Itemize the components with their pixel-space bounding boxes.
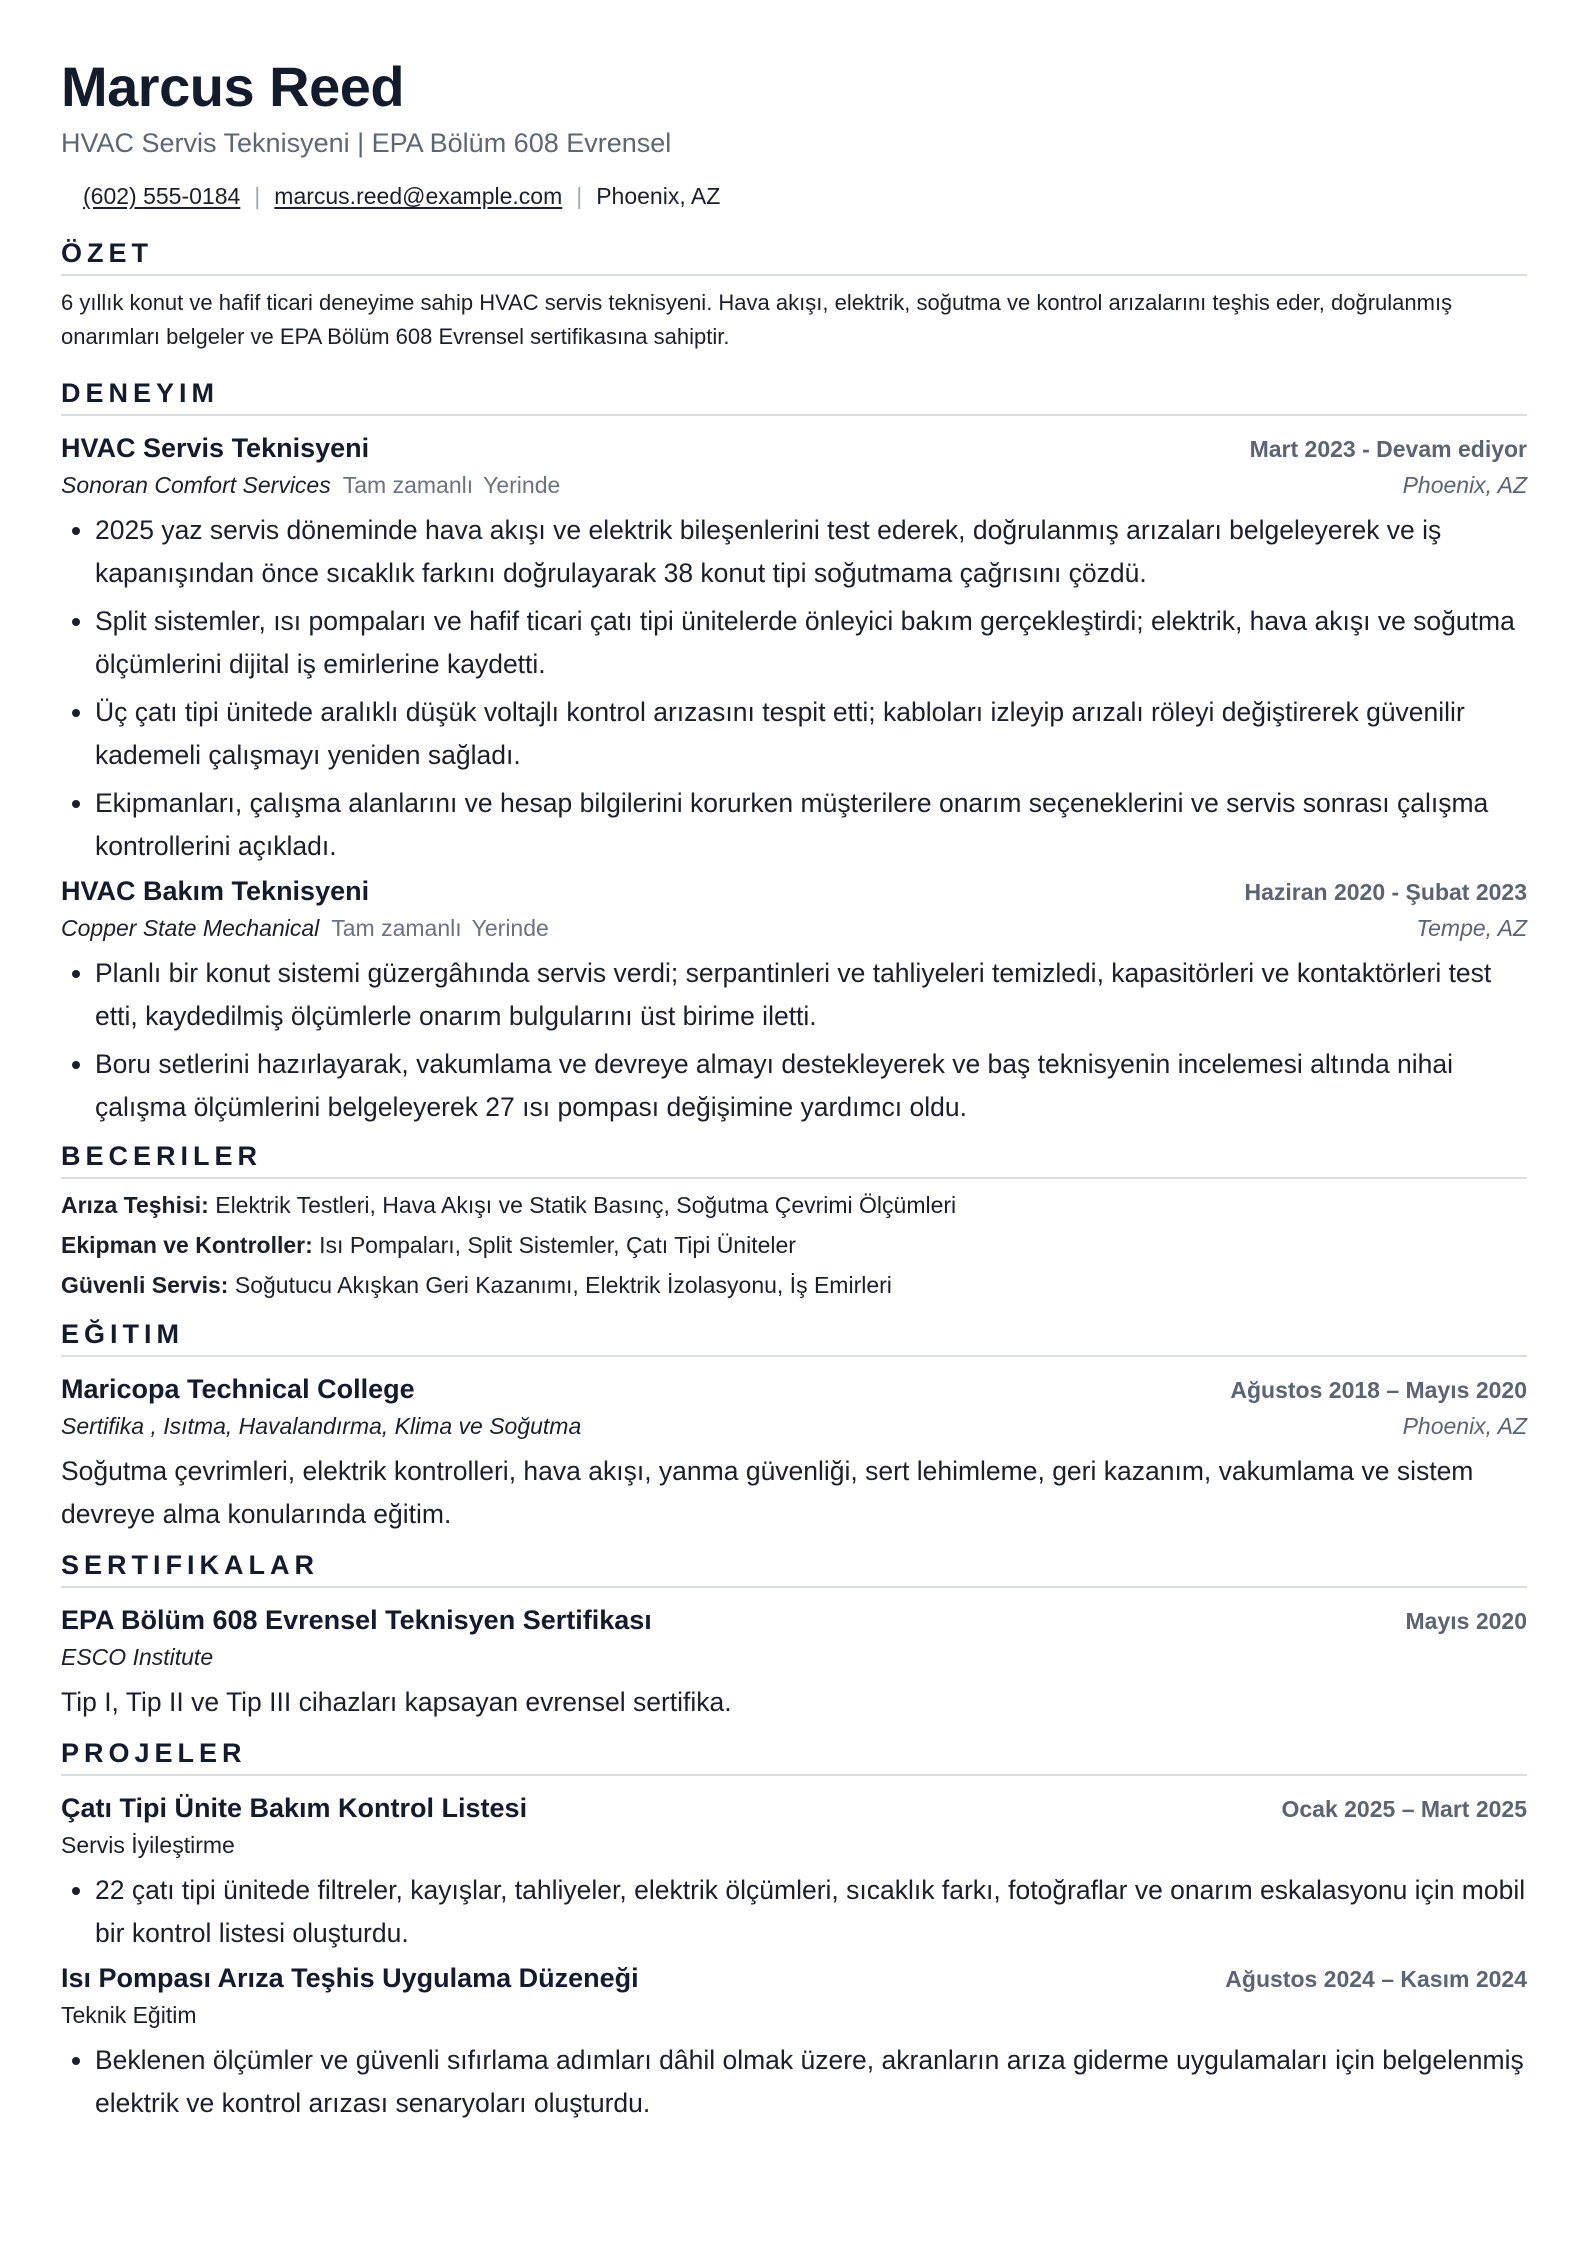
job-location: Phoenix, AZ xyxy=(1402,472,1527,498)
education-description: Soğutma çevrimleri, elektrik kontrolleri, hava akışı, yanma güvenliği, sert lehimleme, geri kazanım, vakumlama ve sistem devreye alma konularında eğitim. xyxy=(61,1456,1474,1529)
certification-name: EPA Bölüm 608 Evrensel Teknisyen Sertifikası xyxy=(61,1605,652,1635)
project-category: Teknik Eğitim xyxy=(61,2002,197,2028)
section-title-experience: DENEYIM xyxy=(61,376,1527,416)
job-mode: Yerinde xyxy=(483,472,561,498)
job-bullets xyxy=(61,509,1527,868)
job-bullet: • Split sistemler, ısı pompaları ve hafif ticari çatı tipi ünitelerde önleyici bakım gerçekleştirdi; elektrik, hava akışı ve soğutma ölçümlerini dijital iş emirlerine kaydetti. xyxy=(95,600,1527,686)
headline: HVAC Servis Teknisyeni | EPA Bölüm 608 Evrensel xyxy=(61,128,672,158)
phone-link[interactable]: (602) 555-0184 xyxy=(83,183,241,209)
job-entry xyxy=(61,430,1527,868)
project-bullet: • Beklenen ölçümler ve güvenli sıfırlama adımları dâhil olmak üzere, akranların arıza giderme uygulamaları için belgelenmiş elektrik ve kontrol arızası senaryoları oluşturdu. xyxy=(95,2039,1527,2125)
job-bullet: • Boru setlerini hazırlayarak, vakumlama ve devreye almayı destekleyerek ve baş teknisyenin incelemesi altında nihai çalışma ölçümlerini belgeleyerek 27 ısı pompası değişimine yardımcı oldu. xyxy=(95,1043,1527,1129)
contact-separator: | xyxy=(576,183,583,209)
job-dates: Mart 2023 - Devam ediyor xyxy=(1249,436,1527,462)
job-bullet: • Planlı bir konut sistemi güzergâhında servis verdi; serpantinleri ve tahliyeleri temizledi, kapasitörleri ve kontaktörleri test etti, kaydedilmiş ölçümlerle onarım bulgularını üst birime iletti. xyxy=(95,952,1527,1038)
job-bullet: • Ekipmanları, çalışma alanlarını ve hesap bilgilerini korurken müşterilere onarım seçeneklerini ve servis sonrası çalışma kontrollerini açıkladı. xyxy=(95,782,1527,868)
project-bullet: • 22 çatı tipi ünitede filtreler, kayışlar, tahliyeler, elektrik ölçümleri, sıcaklık farkı, fotoğraflar ve onarım eskalasyonu için mobil bir kontrol listesi oluşturdu. xyxy=(95,1869,1527,1955)
job-bullets xyxy=(61,952,1527,1129)
project-name: Çatı Tipi Ünite Bakım Kontrol Listesi xyxy=(61,1793,528,1823)
job-company: Sonoran Comfort Services xyxy=(61,472,331,498)
section-title-education: EĞITIM xyxy=(61,1317,1527,1357)
skill-group-items: Soğutucu Akışkan Geri Kazanımı, Elektrik İzolasyonu, İş Emirleri xyxy=(234,1272,892,1298)
email-link[interactable]: marcus.reed@example.com xyxy=(274,183,563,209)
certification-date: Mayıs 2020 xyxy=(1405,1608,1527,1634)
education-program: Sertifika , Isıtma, Havalandırma, Klima ve Soğutma xyxy=(61,1413,582,1439)
certification-description: Tip I, Tip II ve Tip III cihazları kapsayan evrensel sertifika. xyxy=(61,1687,732,1717)
experience-section xyxy=(61,376,1527,1129)
job-role: HVAC Bakım Teknisyeni xyxy=(61,876,370,906)
project-entry xyxy=(61,1790,1527,1955)
skill-group-items: Isı Pompaları, Split Sistemler, Çatı Tipi Üniteler xyxy=(319,1232,796,1258)
job-type: Tam zamanlı xyxy=(331,915,462,941)
skill-group xyxy=(61,1265,1527,1305)
job-company: Copper State Mechanical xyxy=(61,915,320,941)
school-name: Maricopa Technical College xyxy=(61,1374,415,1404)
skill-group-label: Arıza Teşhisi: xyxy=(61,1192,209,1218)
education-section xyxy=(61,1317,1527,1536)
education-dates: Ağustos 2018 – Mayıs 2020 xyxy=(1230,1377,1527,1403)
section-title-certifications: SERTIFIKALAR xyxy=(61,1548,1527,1588)
job-role: HVAC Servis Teknisyeni xyxy=(61,433,370,463)
education-location: Phoenix, AZ xyxy=(1402,1413,1527,1439)
skills-section xyxy=(61,1139,1527,1305)
contact-location: Phoenix, AZ xyxy=(596,183,721,209)
job-bullet: • 2025 yaz servis döneminde hava akışı ve elektrik bileşenlerini test ederek, doğrulanmış arızaları belgeleyerek ve iş kapanışından önce sıcaklık farkını doğrulayarak 38 konut tipi soğutmama çağrısını çözdü. xyxy=(95,509,1527,595)
job-dates: Haziran 2020 - Şubat 2023 xyxy=(1244,879,1527,905)
job-entry xyxy=(61,873,1527,1129)
skill-group-label: Ekipman ve Kontroller: xyxy=(61,1232,313,1258)
job-type: Tam zamanlı xyxy=(342,472,474,498)
certifications-section xyxy=(61,1548,1527,1724)
skill-group xyxy=(61,1225,1527,1265)
contact-line xyxy=(83,180,1527,212)
project-category: Servis İyileştirme xyxy=(61,1832,235,1858)
section-title-projects: PROJELER xyxy=(61,1736,1527,1776)
summary-text: 6 yıllık konut ve hafif ticari deneyime sahip HVAC servis teknisyeni. Hava akışı, elektrik, soğutma ve kontrol arızalarını teşhis eder, doğrulanmış onarımları belgeler ve EPA Bölüm 608 Evrensel sertifikasına sahiptir. xyxy=(61,290,1453,349)
job-mode: Yerinde xyxy=(471,915,549,941)
summary-section xyxy=(61,236,1527,354)
job-location: Tempe, AZ xyxy=(1416,915,1527,941)
project-name: Isı Pompası Arıza Teşhis Uygulama Düzeneği xyxy=(61,1963,639,1993)
skill-group xyxy=(61,1185,1527,1225)
skill-group-label: Güvenli Servis: xyxy=(61,1272,229,1298)
candidate-name: Marcus Reed xyxy=(61,55,405,118)
job-bullet: • Üç çatı tipi ünitede aralıklı düşük voltajlı kontrol arızasını tespit etti; kabloları izleyip arızalı röleyi değiştirerek güvenilir kademeli çalışmayı yeniden sağladı. xyxy=(95,691,1527,777)
skill-group-items: Elektrik Testleri, Hava Akışı ve Statik Basınç, Soğutma Çevrimi Ölçümleri xyxy=(215,1192,957,1218)
contact-separator: | xyxy=(254,183,261,209)
projects-section xyxy=(61,1736,1527,2125)
project-dates: Ağustos 2024 – Kasım 2024 xyxy=(1225,1966,1527,1992)
project-dates: Ocak 2025 – Mart 2025 xyxy=(1281,1796,1527,1822)
section-title-summary: ÖZET xyxy=(61,236,1527,276)
certification-issuer: ESCO Institute xyxy=(61,1644,214,1670)
section-title-skills: BECERILER xyxy=(61,1139,1527,1179)
project-entry xyxy=(61,1960,1527,2125)
